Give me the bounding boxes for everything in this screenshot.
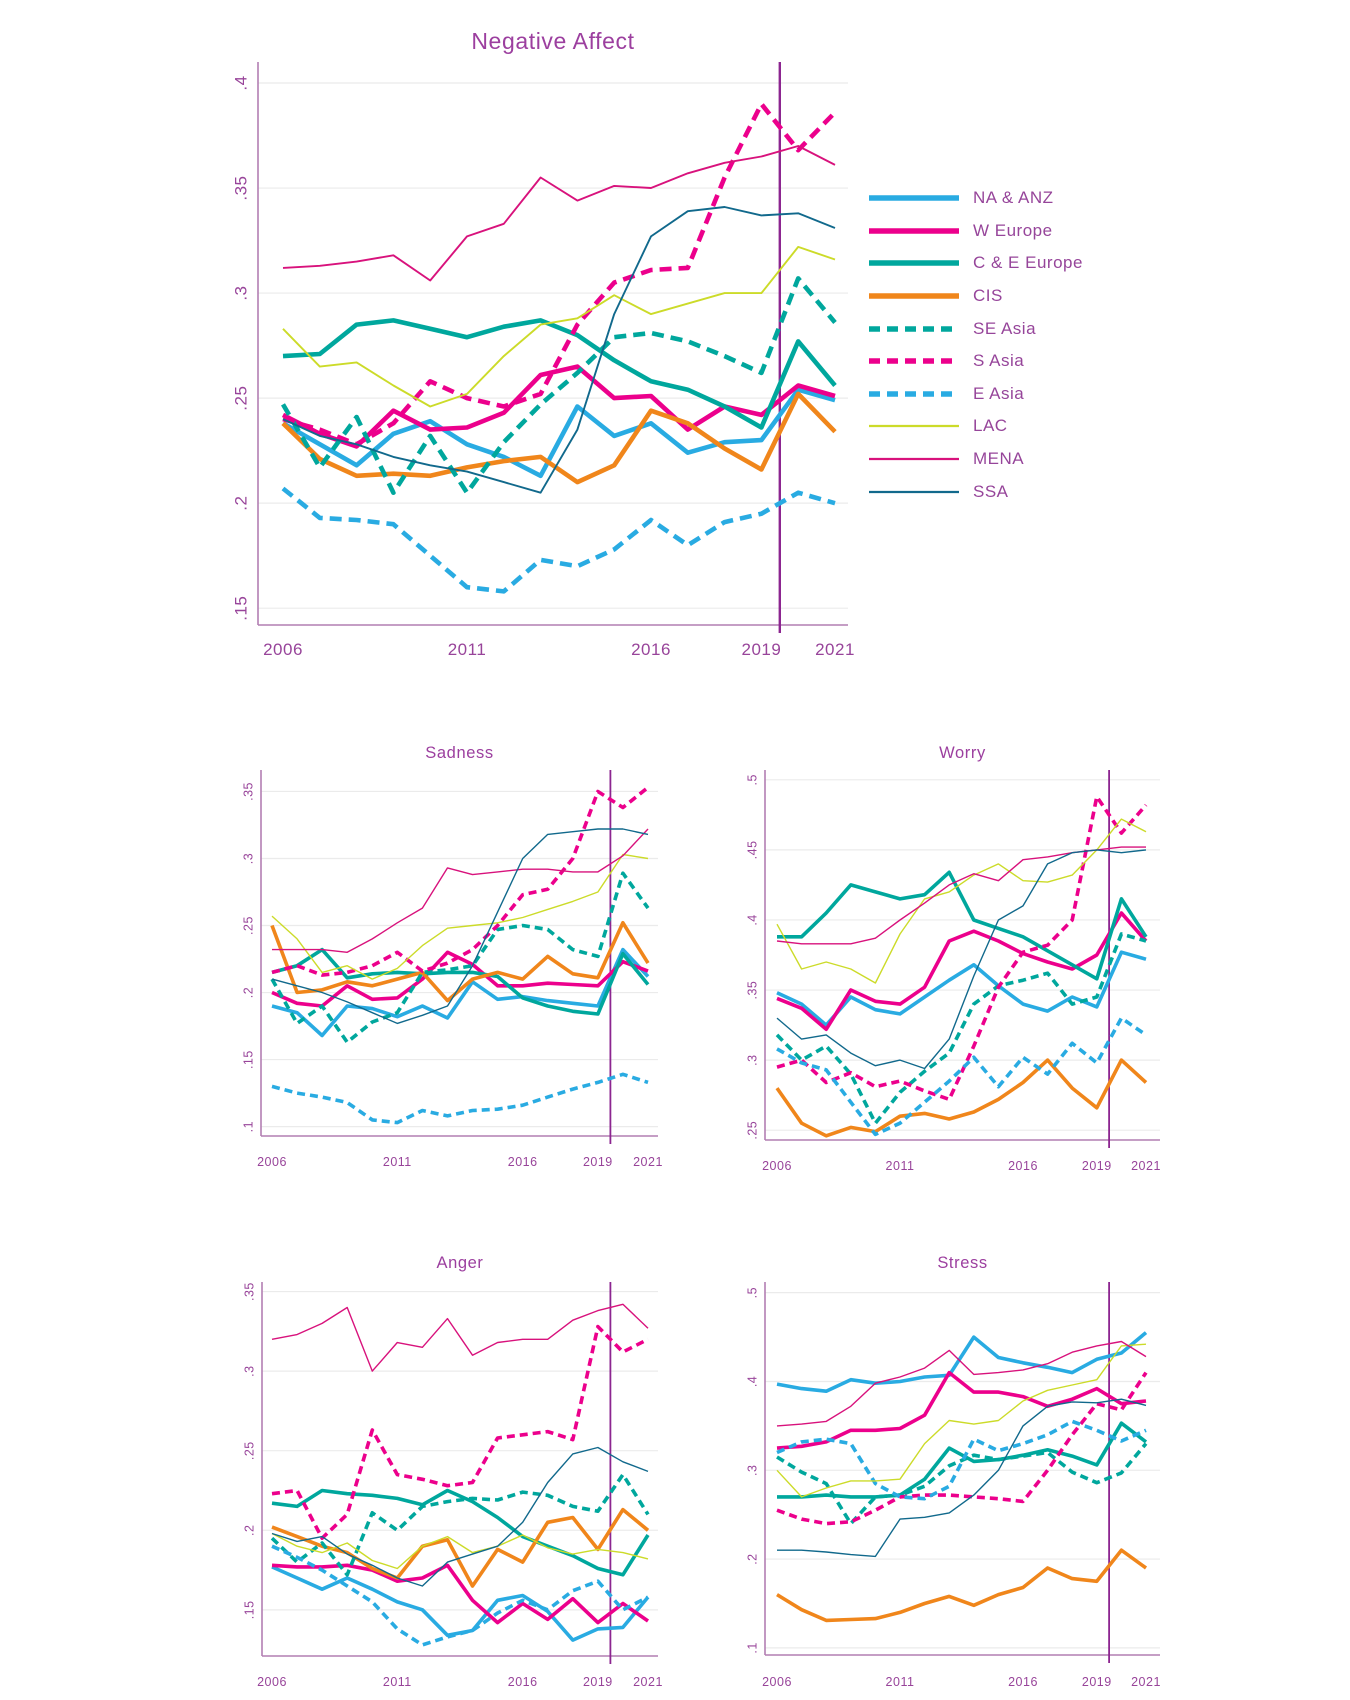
y-tick-label: .15 — [241, 1050, 256, 1070]
series-e-asia — [283, 489, 835, 592]
x-tick-label: 2021 — [633, 1675, 663, 1689]
y-tick-label: .25 — [231, 385, 251, 411]
y-tick-label: .5 — [745, 774, 760, 786]
legend — [868, 182, 1083, 508]
legend-swatch-line — [868, 388, 960, 400]
x-tick-label: 2019 — [582, 1155, 613, 1169]
y-tick-label: .1 — [241, 1120, 256, 1133]
series-s-asia — [777, 797, 1146, 1100]
legend-swatch-line — [868, 225, 960, 237]
legend-label: E Asia — [973, 383, 1025, 403]
y-tick-label: .45 — [745, 840, 760, 860]
x-tick-label: 2021 — [815, 640, 855, 659]
series-mena — [272, 829, 648, 952]
series-s-asia — [283, 104, 835, 444]
series-e-asia — [272, 1074, 648, 1122]
legend-swatch-line — [868, 192, 960, 204]
y-tick-label: .35 — [231, 175, 251, 201]
stress-chart-title: Stress — [937, 1254, 988, 1272]
legend-item — [868, 443, 1083, 476]
y-tick-label: .15 — [242, 1600, 257, 1620]
x-tick-label: 2021 — [1131, 1159, 1161, 1173]
x-tick-label: 2006 — [762, 1159, 792, 1173]
legend-swatch-line — [868, 323, 960, 335]
y-tick-label: .2 — [242, 1524, 257, 1536]
worry-chart-title: Worry — [939, 744, 986, 762]
legend-swatch-line — [868, 486, 960, 498]
x-tick-label: 2011 — [885, 1159, 915, 1173]
series-w-europe — [272, 1565, 648, 1622]
x-tick-label: 2006 — [263, 640, 303, 659]
y-tick-label: .4 — [745, 914, 760, 926]
legend-item — [868, 410, 1083, 443]
series-c-e-europe — [777, 872, 1146, 979]
series-se-asia — [777, 934, 1146, 1123]
y-tick-label: .25 — [242, 1441, 257, 1461]
legend-swatch-line — [868, 453, 960, 465]
x-tick-label: 2019 — [1081, 1159, 1112, 1173]
legend-label: MENA — [973, 449, 1025, 469]
legend-label: CIS — [973, 286, 1003, 306]
legend-label: W Europe — [973, 220, 1053, 240]
x-tick-label: 2006 — [257, 1675, 287, 1689]
x-tick-label: 2019 — [582, 1675, 613, 1689]
legend-item — [868, 182, 1083, 215]
x-tick-label: 2016 — [507, 1675, 538, 1689]
legend-swatch-line — [868, 420, 960, 432]
y-tick-label: .35 — [242, 1282, 257, 1301]
legend-label: SSA — [973, 481, 1009, 501]
series-ssa — [283, 207, 835, 493]
y-tick-label: .2 — [231, 495, 251, 511]
y-tick-label: .3 — [241, 852, 256, 865]
y-tick-label: .35 — [241, 782, 256, 801]
y-tick-label: .35 — [745, 980, 760, 1000]
y-tick-label: .2 — [241, 986, 256, 999]
x-tick-label: 2016 — [631, 640, 671, 659]
y-tick-label: .25 — [745, 1120, 760, 1140]
series-cis — [272, 923, 648, 1001]
x-tick-label: 2019 — [1081, 1675, 1112, 1689]
x-tick-label: 2006 — [257, 1155, 287, 1169]
legend-item — [868, 215, 1083, 248]
series-na-anz — [272, 1567, 648, 1640]
y-tick-label: .2 — [745, 1553, 760, 1565]
series-cis — [272, 1510, 648, 1586]
anger-chart-title: Anger — [436, 1254, 484, 1272]
y-tick-label: .3 — [242, 1365, 257, 1377]
legend-swatch-line — [868, 355, 960, 367]
x-tick-label: 2021 — [633, 1155, 663, 1169]
legend-swatch-line — [868, 257, 960, 269]
legend-swatch-line — [868, 290, 960, 302]
legend-label: C & E Europe — [973, 253, 1083, 273]
y-tick-label: .5 — [745, 1286, 760, 1299]
y-tick-label: .4 — [231, 75, 251, 91]
x-tick-label: 2011 — [382, 1675, 412, 1689]
x-tick-label: 2016 — [507, 1155, 538, 1169]
x-tick-label: 2011 — [885, 1675, 915, 1689]
legend-item — [868, 475, 1083, 508]
x-tick-label: 2016 — [1008, 1159, 1038, 1173]
legend-item — [868, 280, 1083, 313]
x-tick-label: 2021 — [1131, 1675, 1161, 1689]
x-tick-label: 2006 — [762, 1675, 792, 1689]
legend-label: S Asia — [973, 351, 1025, 371]
y-tick-label: .1 — [745, 1642, 760, 1654]
y-tick-label: .25 — [241, 916, 256, 935]
legend-label: NA & ANZ — [973, 188, 1054, 208]
sadness-chart-title: Sadness — [425, 744, 494, 762]
x-tick-label: 2011 — [382, 1155, 412, 1169]
x-tick-label: 2011 — [447, 640, 487, 659]
y-tick-label: .3 — [745, 1464, 760, 1476]
series-lac — [777, 1344, 1146, 1497]
legend-item — [868, 247, 1083, 280]
main-chart-title: Negative Affect — [471, 28, 635, 54]
series-s-asia — [777, 1373, 1146, 1524]
series-s-asia — [272, 787, 648, 975]
y-tick-label: .3 — [745, 1054, 760, 1066]
x-tick-label: 2019 — [741, 640, 782, 659]
legend-item — [868, 378, 1083, 411]
y-tick-label: .3 — [231, 285, 251, 301]
y-tick-label: .4 — [745, 1375, 760, 1388]
series-lac — [272, 855, 648, 980]
y-tick-label: .15 — [231, 595, 251, 621]
legend-label: LAC — [973, 416, 1008, 436]
legend-item — [868, 312, 1083, 345]
series-s-asia — [272, 1327, 648, 1539]
legend-item — [868, 345, 1083, 378]
x-tick-label: 2016 — [1008, 1675, 1038, 1689]
legend-label: SE Asia — [973, 318, 1037, 338]
series-cis — [777, 1550, 1146, 1620]
